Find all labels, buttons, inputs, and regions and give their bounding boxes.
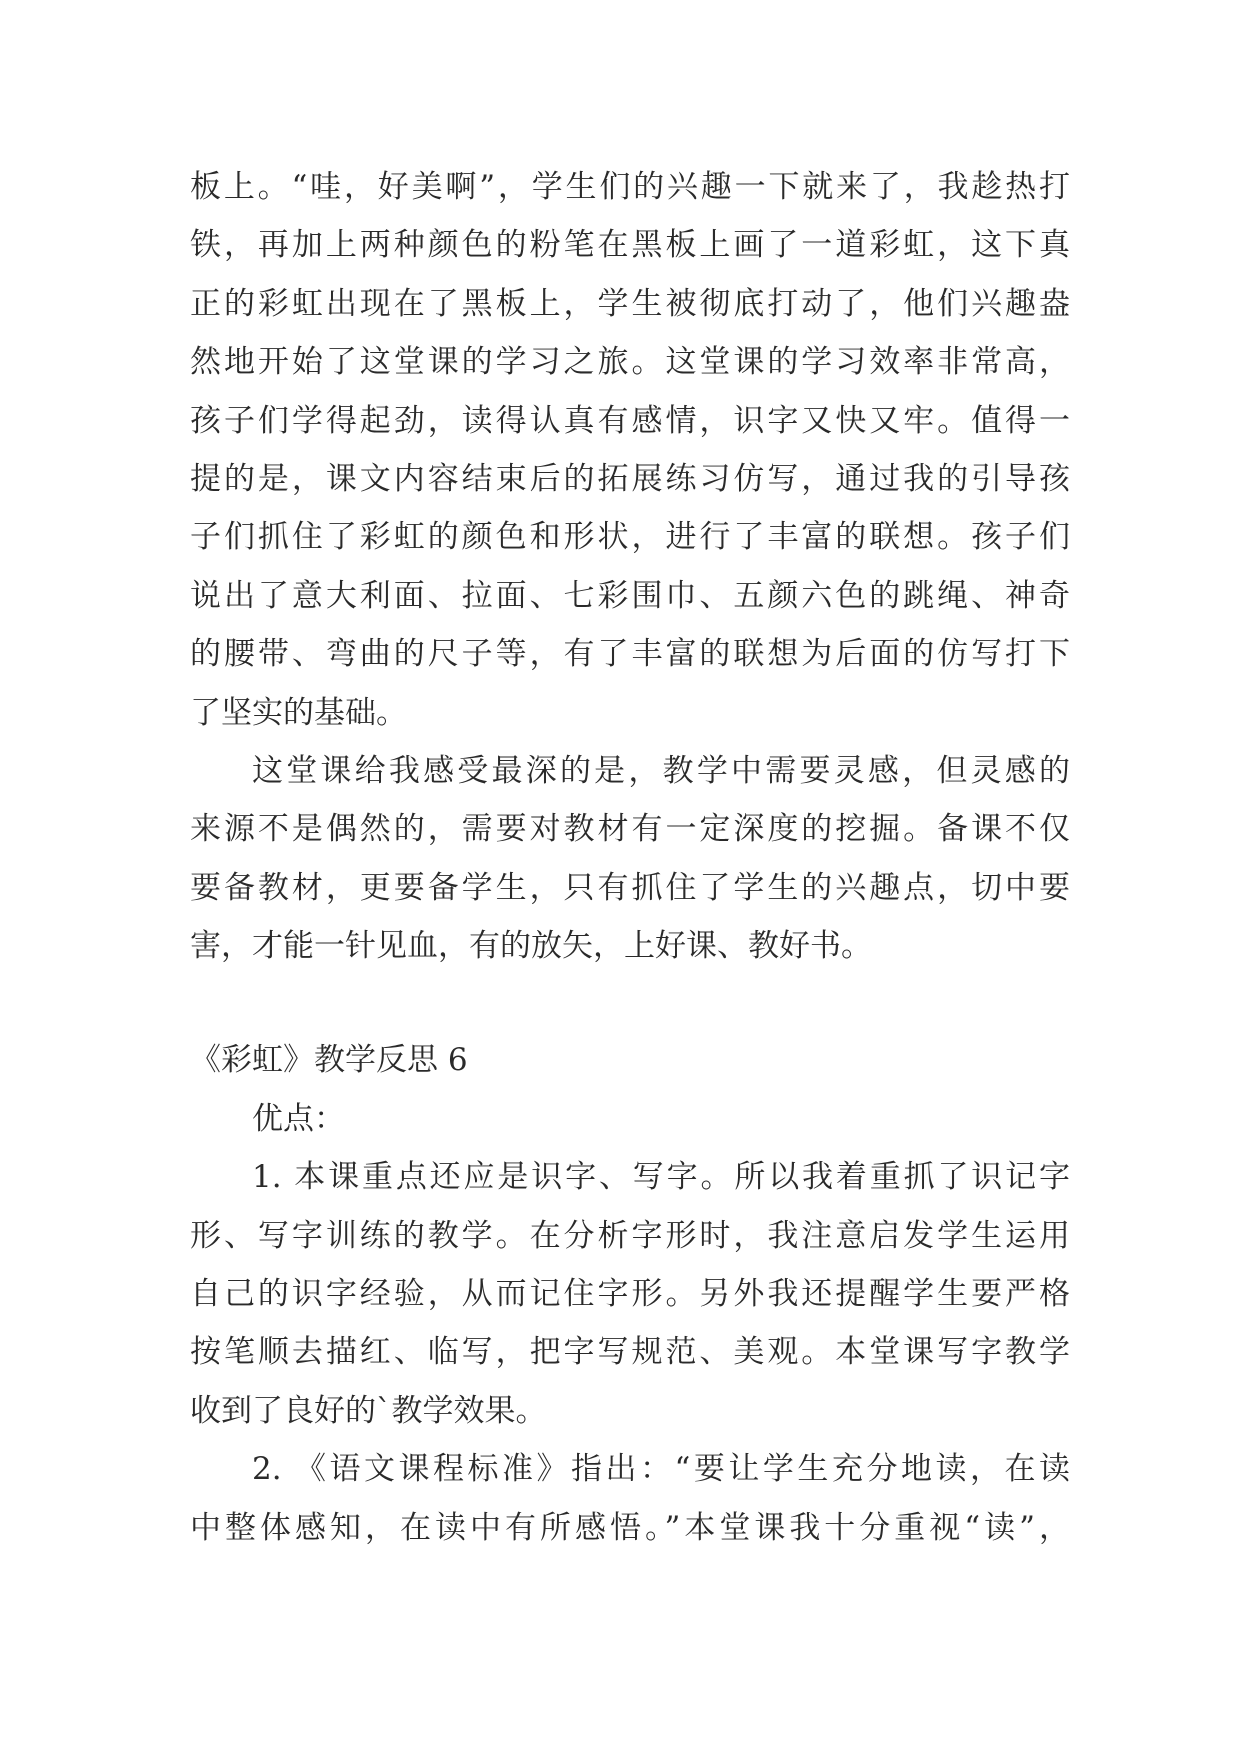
text-line: 孩子们学得起劲，读得认真有感情，识字又快又牢。值得一: [190, 402, 1070, 439]
text-line: 形、写字训练的教学。在分析字形时，我注意启发学生运用: [190, 1217, 1070, 1254]
paragraph-2: [190, 742, 1070, 976]
text-line: 要备教材，更要备学生，只有抓住了学生的兴趣点，切中要: [190, 869, 1070, 906]
text-line: 正的彩虹出现在了黑板上，学生被彻底打动了，他们兴趣盎: [190, 285, 1070, 322]
text-line: 说出了意大利面、拉面、七彩围巾、五颜六色的跳绳、神奇: [190, 577, 1070, 614]
text-line: 子们抓住了彩虹的颜色和形状，进行了丰富的联想。孩子们: [190, 519, 1070, 556]
text-line: 按笔顺去描红、临写，把字写规范、美观。本堂课写字教学: [190, 1334, 1070, 1371]
text-line: 这堂课给我感受最深的是，教学中需要灵感，但灵感的: [252, 752, 1070, 789]
point-1: [190, 1148, 1070, 1440]
paragraph-1: [190, 158, 1070, 742]
text-line: 自己的识字经验，从而记住字形。另外我还提醒学生要严格: [190, 1276, 1070, 1313]
text-line: 了坚实的基础。: [190, 694, 407, 731]
text-line: 害，才能一针见血，有的放矢，上好课、教好书。: [190, 928, 872, 965]
section-title: 《彩虹》教学反思 6: [190, 1042, 468, 1079]
text-line: 1. 本课重点还应是识字、写字。所以我着重抓了识记字: [252, 1159, 1070, 1196]
text-line: 收到了良好的`教学效果。: [190, 1392, 547, 1429]
document-page: [190, 158, 1070, 1557]
text-line: 的腰带、弯曲的尺子等，有了丰富的联想为后面的仿写打下: [190, 636, 1070, 673]
point-2: [190, 1440, 1070, 1557]
text-line: 板上。“哇，好美啊”，学生们的兴趣一下就来了，我趁热打: [190, 169, 1070, 205]
subheading: 优点：: [252, 1100, 345, 1137]
text-line: 来源不是偶然的，需要对教材有一定深度的挖掘。备课不仅: [190, 811, 1070, 848]
text-line: 提的是，课文内容结束后的拓展练习仿写，通过我的引导孩: [190, 460, 1070, 497]
text-line: 中整体感知，在读中有所感悟。”本堂课我十分重视“读”，: [190, 1509, 1070, 1546]
text-line: 铁，再加上两种颜色的粉笔在黑板上画了一道彩虹，这下真: [190, 227, 1070, 264]
text-line: 然地开始了这堂课的学习之旅。这堂课的学习效率非常高，: [190, 344, 1070, 381]
section-spacer: [190, 975, 1070, 1031]
text-line: 2. 《语文课程标准》指出：“要让学生充分地读，在读: [252, 1451, 1070, 1488]
